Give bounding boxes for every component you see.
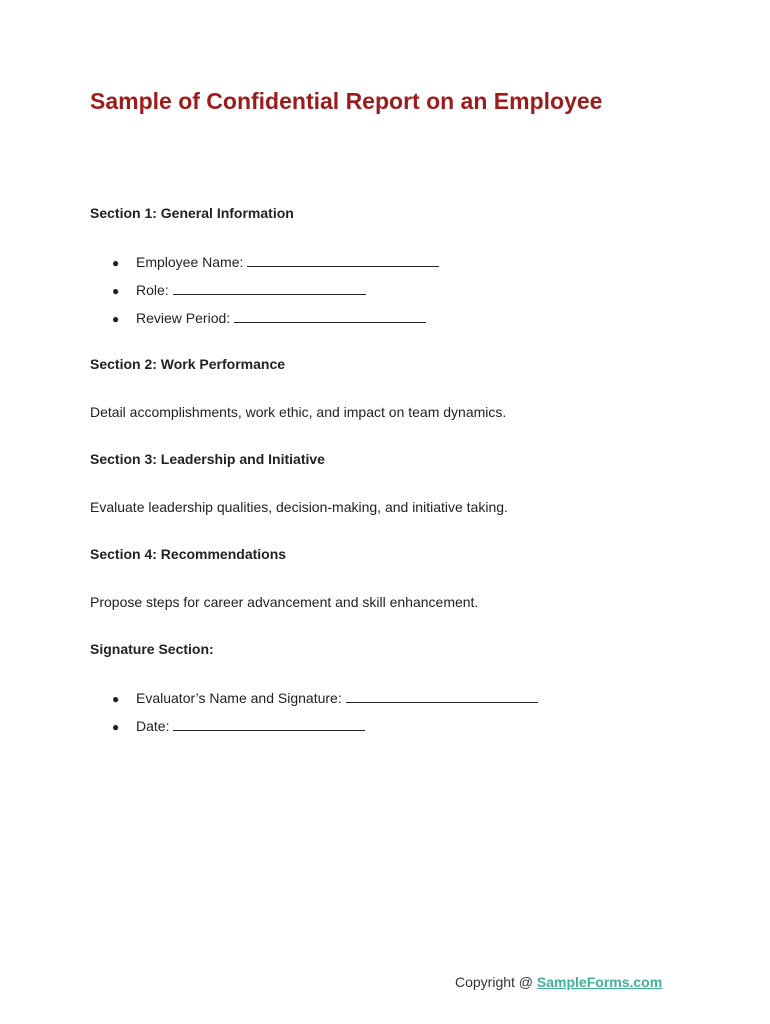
section-2-text: Detail accomplishments, work ethic, and impact on team dynamics. [90,404,507,420]
bullet-icon: ● [112,312,120,326]
bullet-icon: ● [112,720,120,734]
review-period-label: Review Period: [136,310,231,326]
section-3-text: Evaluate leadership qualities, decision-making, and initiative taking. [90,499,508,515]
section-1-heading: Section 1: General Information [90,205,294,221]
role-field [112,281,366,298]
role-blank[interactable] [173,281,366,295]
signature-heading: Signature Section: [90,641,214,657]
copyright-footer [455,974,662,990]
document-title: Sample of Confidential Report on an Employee [90,88,603,114]
evaluator-signature-blank[interactable] [346,689,538,703]
section-3-heading: Section 3: Leadership and Initiative [90,451,325,467]
evaluator-signature-label: Evaluator’s Name and Signature: [136,690,342,706]
date-field [112,717,365,734]
role-label: Role: [136,282,169,298]
review-period-field [112,309,426,326]
date-blank[interactable] [173,717,365,731]
employee-name-blank[interactable] [247,253,439,267]
employee-name-field [112,253,439,270]
review-period-blank[interactable] [234,309,426,323]
bullet-icon: ● [112,284,120,298]
section-2-heading: Section 2: Work Performance [90,356,286,372]
evaluator-signature-field [112,689,538,706]
date-label: Date: [136,718,170,734]
section-4-text: Propose steps for career advancement and skill enhancement. [90,594,479,610]
bullet-icon: ● [112,256,120,270]
bullet-icon: ● [112,692,120,706]
employee-name-label: Employee Name: [136,254,244,270]
section-4-heading: Section 4: Recommendations [90,546,287,562]
copyright-prefix: Copyright @ [455,974,537,990]
brand-link[interactable]: SampleForms.com [536,974,663,990]
